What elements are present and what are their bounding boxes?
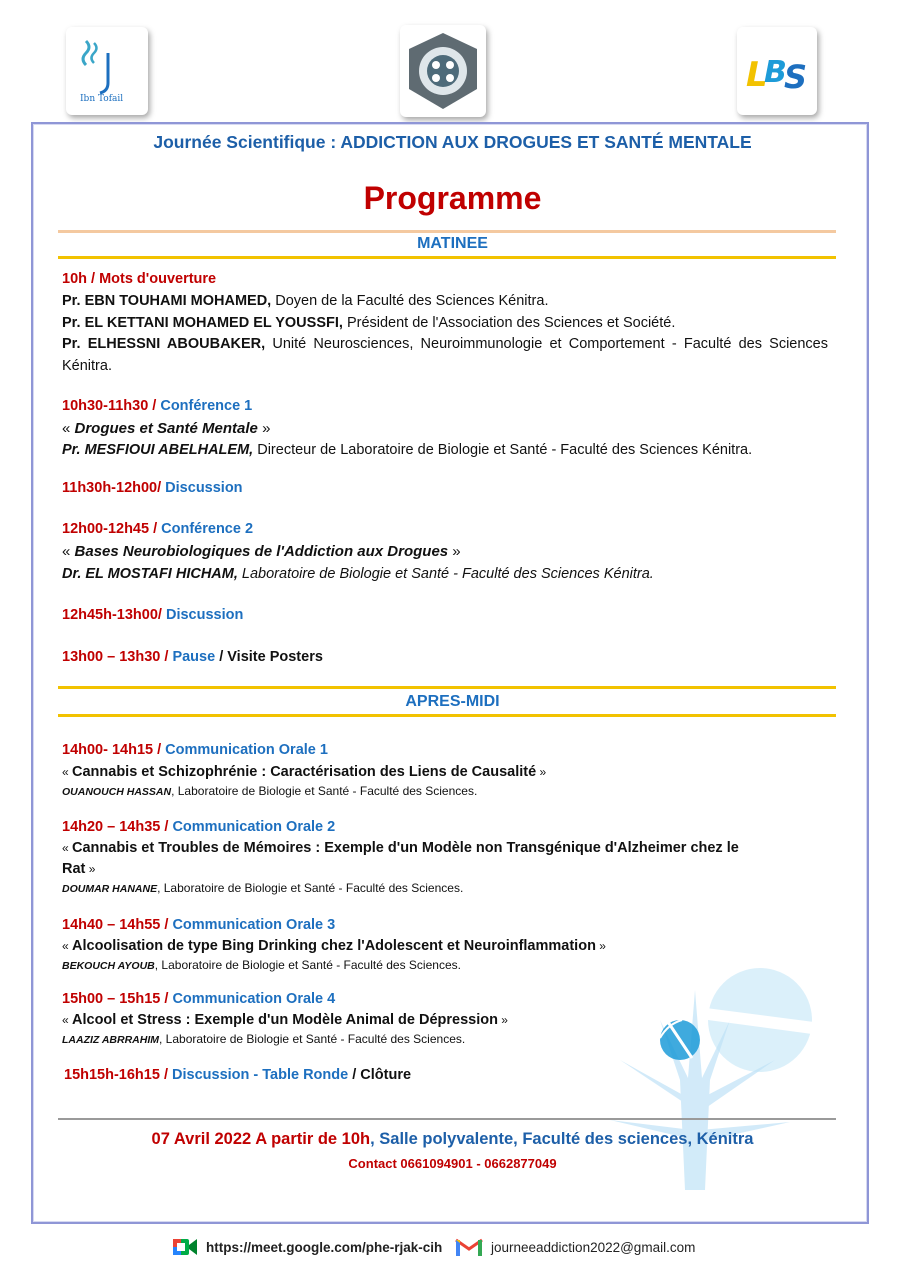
speaker-role: Directeur de Laboratoire de Biologie et Santé - Faculté des Sciences Kénitra. bbox=[253, 442, 753, 458]
talk-title: Cannabis et Troubles de Mémoires : Exemple d'un Modèle non Transgénique d'Alzheimer chez le bbox=[72, 840, 739, 856]
section-heading-matinee: MATINEE bbox=[417, 235, 488, 252]
session-time: 12h45h-13h00/ bbox=[62, 607, 162, 623]
opening-time: 10h / Mots d'ouverture bbox=[62, 271, 217, 287]
talk-4-header bbox=[62, 991, 335, 1007]
quote-open: « bbox=[62, 765, 73, 779]
session-time: 15h00 – 15h15 / bbox=[62, 991, 169, 1007]
talk-3-title bbox=[62, 938, 606, 954]
quote-close: » bbox=[448, 543, 461, 560]
speaker-role: Laboratoire de Biologie et Santé - Faculté des Sciences Kénitra. bbox=[237, 566, 654, 582]
speaker-name: OUANOUCH HASSAN bbox=[62, 786, 172, 798]
session-label: Pause bbox=[172, 649, 216, 665]
session-label: Communication Orale 4 bbox=[168, 991, 336, 1007]
conference-1-title bbox=[62, 420, 270, 437]
speaker-name: Dr. EL MOSTAFI HICHAM, bbox=[62, 566, 238, 582]
email-link-row[interactable] bbox=[455, 1236, 695, 1258]
session-time: 14h00- 14h15 / bbox=[62, 742, 162, 758]
session-label: Communication Orale 1 bbox=[161, 742, 328, 758]
divider bbox=[58, 230, 836, 233]
contact-info: Contact 0661094901 - 0662877049 bbox=[348, 1156, 557, 1171]
session-time: 14h20 – 14h35 / bbox=[62, 819, 169, 835]
speaker-affiliation: , Laboratoire de Biologie et Santé - Faculté des Sciences. bbox=[159, 1032, 466, 1046]
session-label: Discussion - Table Ronde bbox=[167, 1067, 353, 1083]
talk-title: Cannabis et Schizophrénie : Caractérisation des Liens de Causalité bbox=[72, 764, 537, 780]
conference-2-header bbox=[62, 521, 253, 537]
session-time: 10h30-11h30 / bbox=[62, 398, 157, 414]
conference-1-header bbox=[62, 398, 252, 414]
talk-title-continued: Rat bbox=[62, 861, 86, 877]
event-date-location bbox=[0, 1130, 905, 1149]
talk-title: Alcool et Stress : Exemple d'un Modèle Animal de Dépression bbox=[72, 1012, 498, 1028]
speaker-name: Pr. EL KETTANI MOHAMED EL YOUSSFI, bbox=[62, 315, 343, 331]
session-extra: / Clôture bbox=[352, 1067, 412, 1083]
quote-open: « bbox=[62, 420, 75, 437]
opening-speaker-1 bbox=[62, 293, 548, 309]
session-label: Communication Orale 3 bbox=[168, 917, 336, 933]
session-label: Communication Orale 2 bbox=[168, 819, 336, 835]
talk-title: Drogues et Santé Mentale bbox=[74, 420, 258, 437]
quote-close: » bbox=[85, 862, 96, 876]
speaker-affiliation: , Laboratoire de Biologie et Santé - Faculté des Sciences. bbox=[154, 958, 461, 972]
association-logo bbox=[400, 25, 486, 117]
discussion-1 bbox=[62, 480, 243, 496]
svg-text:Ibn Tofail: Ibn Tofail bbox=[80, 94, 124, 104]
discussion-2 bbox=[62, 607, 243, 623]
svg-text:L: L bbox=[746, 55, 768, 95]
svg-text:S: S bbox=[784, 58, 808, 96]
speaker-role: Doyen de la Faculté des Sciences Kénitra. bbox=[271, 293, 549, 309]
talk-4-speaker bbox=[62, 1032, 465, 1046]
event-date: 07 Avril 2022 bbox=[151, 1130, 252, 1148]
lbs-logo bbox=[737, 27, 817, 115]
quote-open: « bbox=[62, 841, 73, 855]
session-label: Discussion bbox=[161, 607, 244, 623]
speaker-name: Pr. MESFIOUI ABELHALEM, bbox=[62, 442, 254, 458]
session-label: Conférence 1 bbox=[156, 398, 253, 414]
talk-1-speaker bbox=[62, 784, 477, 798]
university-logo bbox=[66, 27, 148, 115]
talk-2-speaker bbox=[62, 881, 463, 895]
google-meet-icon bbox=[172, 1236, 198, 1258]
session-label: Conférence 2 bbox=[157, 521, 254, 537]
speaker-affiliation: , Laboratoire de Biologie et Santé - Faculté des Sciences. bbox=[157, 881, 464, 895]
talk-2-header bbox=[62, 819, 335, 835]
talk-2-title-cont bbox=[62, 861, 95, 877]
session-time: 13h00 – 13h30 / bbox=[62, 649, 173, 665]
section-heading-apres-midi: APRES-MIDI bbox=[405, 693, 500, 710]
quote-close: » bbox=[536, 765, 547, 779]
event-time: A partir de 10h bbox=[251, 1130, 371, 1148]
speaker-affiliation: , Laboratoire de Biologie et Santé - Faculté des Sciences. bbox=[171, 784, 478, 798]
opening-speaker-2 bbox=[62, 315, 675, 331]
divider bbox=[58, 1118, 836, 1120]
talk-4-title bbox=[62, 1012, 508, 1028]
svg-text:B: B bbox=[764, 55, 787, 90]
session-time: 15h15h-16h15 / bbox=[64, 1067, 168, 1083]
speaker-name: Pr. ELHESSNI ABOUBAKER, bbox=[62, 336, 266, 352]
email-link[interactable]: journeeaddiction2022@gmail.com bbox=[491, 1239, 696, 1255]
closing-session bbox=[64, 1067, 411, 1083]
event-location: , Salle polyvalente, Faculté des sciences, Kénitra bbox=[370, 1130, 754, 1148]
opening-speaker-3 bbox=[62, 333, 828, 377]
session-time: 14h40 – 14h55 / bbox=[62, 917, 169, 933]
talk-1-header bbox=[62, 742, 328, 758]
speaker-role: Président de l'Association des Sciences et Société. bbox=[342, 315, 676, 331]
talk-2-title bbox=[62, 840, 739, 856]
quote-close: » bbox=[497, 1013, 508, 1027]
divider bbox=[58, 714, 836, 717]
talk-1-title bbox=[62, 764, 546, 780]
speaker-role: Unité Neurosciences, Neuroimmunologie et Comportement - Faculté des Sciences Kénitra. bbox=[62, 336, 828, 374]
session-time: 11h30h-12h00/ bbox=[62, 480, 162, 496]
meet-link-row[interactable] bbox=[172, 1236, 442, 1258]
ibn-tofail-logo-icon bbox=[72, 33, 142, 109]
speaker-name: DOUMAR HANANE bbox=[62, 883, 158, 895]
conference-2-speaker bbox=[62, 566, 654, 582]
quote-open: « bbox=[62, 543, 75, 560]
pills-leaf-watermark-icon bbox=[600, 950, 840, 1210]
quote-close: » bbox=[595, 939, 606, 953]
talk-3-header bbox=[62, 917, 335, 933]
event-title: Journée Scientifique : ADDICTION AUX DROGUES ET SANTÉ MENTALE bbox=[153, 132, 752, 152]
meet-link[interactable]: https://meet.google.com/phe-rjak-cih bbox=[206, 1239, 443, 1255]
quote-close: » bbox=[257, 420, 271, 437]
quote-open: « bbox=[62, 1013, 73, 1027]
speaker-name: Pr. EBN TOUHAMI MOHAMED, bbox=[62, 293, 272, 309]
talk-title: Alcoolisation de type Bing Drinking chez l'Adolescent et Neuroinflammation bbox=[72, 938, 596, 954]
page-title: Programme bbox=[363, 180, 542, 216]
session-extra: / Visite Posters bbox=[215, 649, 323, 665]
speaker-name: BEKOUCH AYOUB bbox=[62, 960, 155, 972]
lbs-logo-icon bbox=[742, 36, 812, 106]
talk-title: Bases Neurobiologiques de l'Addiction aux Drogues bbox=[74, 543, 449, 560]
association-seal-icon bbox=[405, 31, 481, 111]
divider bbox=[58, 686, 836, 689]
gmail-icon bbox=[455, 1236, 483, 1258]
session-label: Discussion bbox=[161, 480, 243, 496]
pause-session bbox=[62, 649, 323, 665]
conference-1-speaker bbox=[62, 442, 752, 458]
divider bbox=[58, 256, 836, 259]
talk-3-speaker bbox=[62, 958, 461, 972]
session-time: 12h00-12h45 / bbox=[62, 521, 158, 537]
conference-2-title bbox=[62, 543, 461, 560]
quote-open: « bbox=[62, 939, 73, 953]
speaker-name: LAAZIZ ABRRAHIM bbox=[62, 1034, 160, 1046]
